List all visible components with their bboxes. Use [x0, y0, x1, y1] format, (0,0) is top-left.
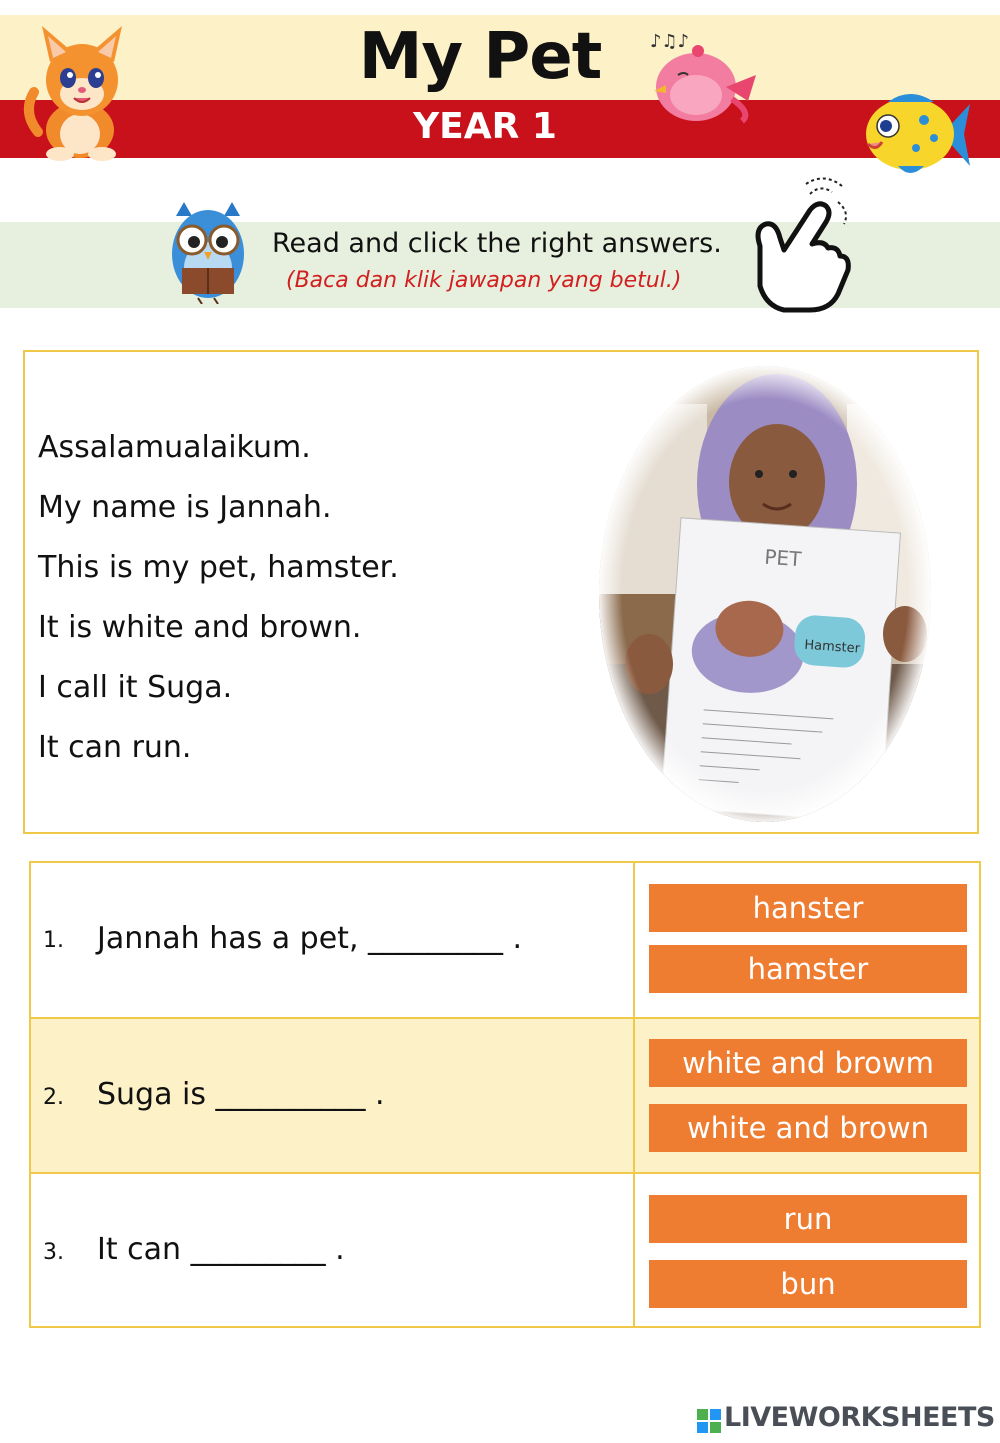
instruction-translation: (Baca dan klik jawapan yang betul.): [286, 268, 682, 293]
instruction-text: Read and click the right answers.: [272, 228, 722, 259]
question-number: 2.: [43, 1085, 64, 1110]
answer-option-button[interactable]: run: [649, 1195, 967, 1243]
passage-line: I call it Suga.: [38, 670, 233, 705]
answer-option-button[interactable]: hanster: [649, 884, 967, 932]
liveworksheets-logo-icon: [697, 1409, 721, 1433]
passage-line: This is my pet, hamster.: [38, 550, 399, 585]
bird-icon: [648, 25, 763, 125]
question-number: 3.: [43, 1240, 64, 1265]
question-row: [31, 1019, 979, 1174]
question-text: Suga is __________ .: [97, 1077, 385, 1112]
page-title: My Pet: [358, 20, 602, 94]
column-divider: [633, 863, 635, 1326]
passage-line: It can run.: [38, 730, 192, 765]
answer-option-button[interactable]: white and browm: [649, 1039, 967, 1087]
passage-line: Assalamualaikum.: [38, 430, 311, 465]
pointing-hand-icon: [750, 176, 860, 314]
question-text: It can _________ .: [97, 1232, 345, 1267]
answer-option-button[interactable]: hamster: [649, 945, 967, 993]
questions-table: [29, 861, 981, 1328]
passage-line: It is white and brown.: [38, 610, 362, 645]
cat-icon: [20, 22, 132, 162]
question-number: 1.: [43, 928, 64, 953]
fish-icon: [858, 86, 973, 182]
student-photo: [597, 364, 933, 824]
svg-text:♪♫♪: ♪♫♪: [650, 31, 690, 52]
brand-logo-text: LIVEWORKSHEETS: [724, 1402, 995, 1433]
owl-icon: [168, 202, 248, 304]
question-text: Jannah has a pet, _________ .: [97, 921, 523, 956]
page-subtitle: YEAR 1: [413, 106, 557, 147]
question-row: [31, 863, 979, 1018]
answer-option-button[interactable]: bun: [649, 1260, 967, 1308]
answer-option-button[interactable]: white and brown: [649, 1104, 967, 1152]
passage-line: My name is Jannah.: [38, 490, 332, 525]
question-row: [31, 1174, 979, 1329]
